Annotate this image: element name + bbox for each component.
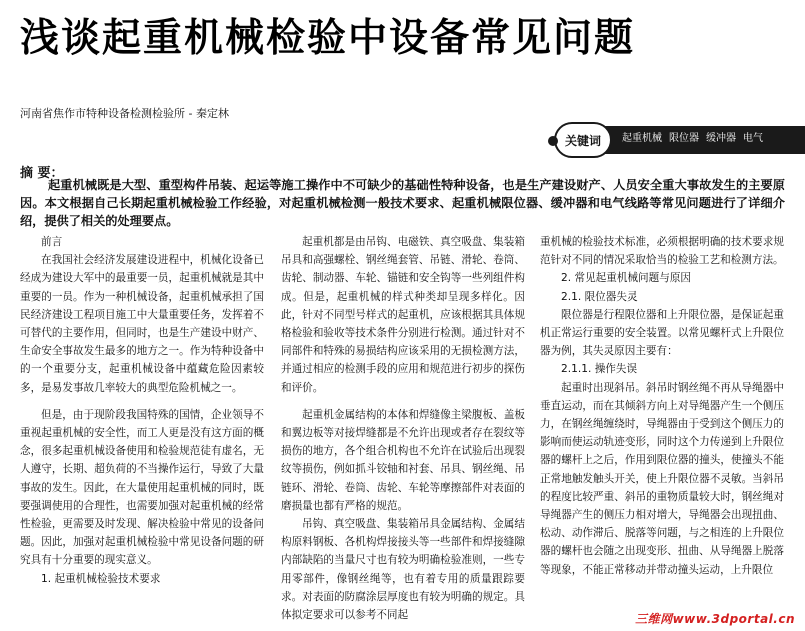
- section-heading: 1. 起重机械检验技术要求: [41, 572, 161, 585]
- keywords-label: 关键词: [554, 122, 612, 158]
- paragraph: 吊钩、真空吸盘、集装箱吊具金属结构、金属结构原料钢板、各机构焊接接头等一些部件和焊接缝隙内部缺陷的当量尺寸也有较为明确检验准则，一些专用零部件，像钢丝绳等，也有着专用的质量跟踪要求。对表面的防腐涂层厚度也有较为明确的规定。具体拟定要求可以参考不同起: [281, 518, 525, 622]
- column-2: [281, 233, 525, 624]
- watermark: 三维网www.3dportal.cn: [635, 612, 795, 626]
- column-3: [540, 233, 784, 579]
- section-heading: 2. 常见起重机械问题与原因: [561, 272, 692, 285]
- abstract-text: 起重机械既是大型、重型构件吊装、起运等施工操作中不可缺少的基础性特种设备，也是生产建设财产、人员安全重大事故发生的主要原因。本文根据自己长期起重机械检验工作经验，对起重机械检测一般技术要求、起重机械限位器、缓冲器和电气线路等常见问题进行了详细介绍，提供了相关的处理要点。: [20, 178, 785, 228]
- section-heading: 2.1.1. 操作失误: [561, 363, 638, 376]
- section-heading: 前言: [41, 236, 63, 248]
- keyword-term: 缓冲器: [706, 133, 736, 144]
- author-affiliation: 河南省焦作市特种设备检测检验所 - 秦定林: [20, 107, 229, 120]
- keyword-term: 电气: [743, 133, 763, 144]
- section-heading: 2.1. 限位器失灵: [561, 290, 638, 303]
- keywords-banner: [540, 116, 805, 156]
- column-1: [20, 233, 264, 588]
- paragraph: 在我国社会经济发展建设进程中，机械化设备已经成为建设大军中的最重要一员，起重机械就是其中重要的一员。作为一种机械设备，起重机械承担了国民经济建设工程项目施工中大量重要任务，发挥着不可替代的主要作用，但同时，也是生产建设中财产、生命安全事故发生最多的地方之一。作为特种设备中的一个重要分支，起重机械设备中蕴藏危险因素较多，是易发事故几率较大的典型危险机械之一。: [20, 254, 264, 394]
- paragraph: 但是，由于现阶段我国特殊的国情，企业领导不重视起重机械的安全性，而工人更是没有这方面的概念，很多起重机械设备使用和检验规范徒有虚名，无人遵守，长期、超负荷的不当操作运行，导致了大量事故的发生。因此，在大量使用起重机械的同时，既要强调使用的合理性，也需要加强对起重机械的经常性检验，更需要及时发现、解决检验中常见的设备问题。因此，加强对起重机械检验中常见设备问题的研究具有十分重要的现实意义。: [20, 408, 264, 567]
- abstract-label: 摘 要：: [20, 166, 64, 181]
- keyword-term: 限位器: [669, 133, 699, 144]
- paragraph: 起重机都是由吊钩、电磁铁、真空吸盘、集装箱吊具和高强螺栓、钢丝绳套管、吊链、滑轮、卷筒、齿轮、制动器、车轮、锚链和安全钩等一些列组件构成。但是，起重机械的样式种类却呈现多样化。因此，针对不同型号样式的起重机，应该根据其具体规格检验和验收等技术条件分别进行检测。通过针对不同部件和特殊的易损结构应该采用的无损检测方法，并通过相应的检测手段的应用和规范进行初步的探伤和评价。: [281, 236, 525, 394]
- keywords-list: [622, 132, 763, 146]
- article-title: 浅谈起重机械检验中设备常见问题: [20, 16, 636, 61]
- paragraph: 限位器是行程限位器和上升限位器，是保证起重机正常运行重要的安全装置。以常见螺杆式上升限位器为例，其失灵原因主要有：: [540, 308, 784, 358]
- paragraph: 起重时出现斜吊。斜吊时钢丝绳不再从导绳器中垂直运动，而在其倾斜方向上对导绳器产生一个侧压力，在钢丝绳缠绕时，导绳器由于受到这个侧压力的影响而使运动轨迹变形，同时这个力传递到上升限位器的螺杆上之后，作用到限位器的撞头，使撞头不能正常地触发触头开关，使上升限位器不灵敏。当斜吊的程度比较严重、斜吊的重物质量较大时，钢丝绳对导绳器产生的侧压力相对增大，导绳器会出现扭曲、松动、动作滞后、脱落等问题，与之相连的上升限位器的螺杆也会随之出现变形、扭曲、从导绳器上脱落等现象，不能正常移动并带动撞头运动，上升限位: [540, 381, 784, 576]
- keyword-term: 起重机械: [622, 133, 662, 144]
- paragraph: 起重机金属结构的本体和焊缝像主梁腹板、盖板和翼边板等对接焊缝都是不允许出现或者存在裂纹等损伤的地方，各个组合机构也不允许在试验后出现裂纹等损伤，例如抓斗铰轴和衬套、吊具、钢丝绳、吊链环、滑轮、卷筒、齿轮、车轮等摩擦部件对表面的磨损量也都有严格的规范。: [281, 408, 525, 512]
- paragraph: 重机械的检验技术标准，必须根据明确的技术要求规范针对不同的情况采取恰当的检验工艺和检测方法。: [540, 236, 784, 267]
